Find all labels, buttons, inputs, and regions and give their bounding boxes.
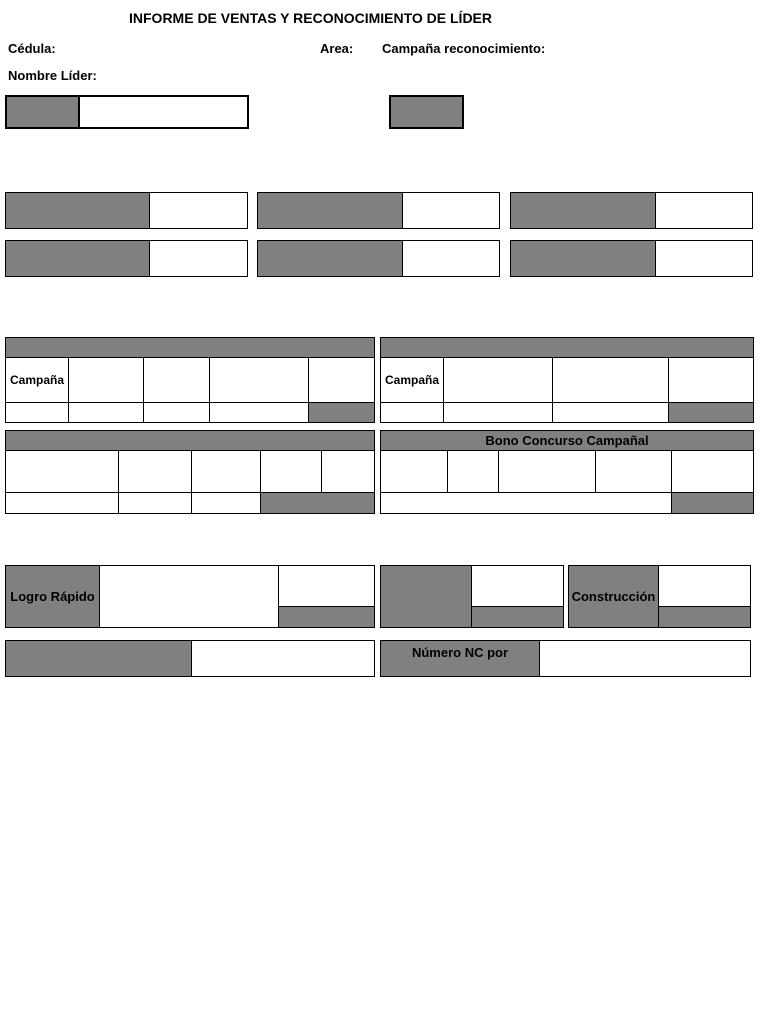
table-cell[interactable] <box>552 402 669 423</box>
table-cell[interactable] <box>380 492 672 514</box>
summary-label-cell <box>257 240 403 277</box>
table-cell[interactable] <box>380 402 444 423</box>
table-header-cell <box>260 450 322 493</box>
campana-reconocimiento-label: Campaña reconocimiento: <box>382 41 546 56</box>
table-header-cell <box>380 450 448 493</box>
summary-value-cell[interactable] <box>655 192 753 229</box>
table-cell[interactable] <box>5 402 69 423</box>
table-cell[interactable] <box>5 492 119 514</box>
table-cell[interactable] <box>143 402 210 423</box>
summary-value-cell[interactable] <box>402 192 500 229</box>
report-title: INFORME DE VENTAS Y RECONOCIMIENTO DE LÍDER <box>129 10 493 26</box>
logro-rapido-upper-cell[interactable] <box>278 565 375 607</box>
table-header-cell <box>443 357 553 403</box>
table-header-cell <box>191 450 261 493</box>
table-header-cell <box>447 450 499 493</box>
middle-total-cell <box>471 606 564 628</box>
table-header-cell <box>209 357 309 403</box>
table-header-cell <box>595 450 672 493</box>
construccion-upper-cell[interactable] <box>658 565 751 607</box>
table-total-cell <box>668 402 754 423</box>
table-cell[interactable] <box>209 402 309 423</box>
logro-rapido-total-cell <box>278 606 375 628</box>
cedula-label: Cédula: <box>8 41 56 56</box>
summary-value-cell[interactable] <box>402 240 500 277</box>
info-field-label-cell <box>5 95 80 129</box>
table-total-cell <box>671 492 754 514</box>
logro-rapido-value[interactable] <box>99 565 279 628</box>
campana-column-header: Campaña <box>380 357 444 403</box>
table-total-cell <box>260 492 375 514</box>
table-header-bar <box>380 337 754 358</box>
numero-nc-label: Número NC por <box>380 640 540 677</box>
table-header-cell <box>118 450 192 493</box>
table-header-cell <box>68 357 144 403</box>
middle-label-cell <box>380 565 472 628</box>
summary-label-cell <box>5 192 150 229</box>
table-header-cell <box>308 357 375 403</box>
table-header-bar <box>5 430 375 451</box>
table-header-cell <box>143 357 210 403</box>
table-header-cell <box>671 450 754 493</box>
info-field-gray-cell <box>389 95 464 129</box>
bono-concurso-header: Bono Concurso Campañal <box>380 430 754 451</box>
summary-value-cell[interactable] <box>149 240 248 277</box>
table-total-cell <box>308 402 375 423</box>
summary-value-cell[interactable] <box>149 192 248 229</box>
table-cell[interactable] <box>68 402 144 423</box>
table-header-cell <box>498 450 596 493</box>
area-label: Area: <box>320 41 354 56</box>
construccion-total-cell <box>658 606 751 628</box>
summary-value-cell[interactable] <box>655 240 753 277</box>
summary-label-cell <box>257 192 403 229</box>
numero-nc-value[interactable] <box>539 640 751 677</box>
table-cell[interactable] <box>191 492 261 514</box>
last-row-label-cell <box>5 640 192 677</box>
campana-column-header: Campaña <box>5 357 69 403</box>
construccion-label: Construcción <box>568 565 659 628</box>
table-header-cell <box>321 450 375 493</box>
info-field-value-cell[interactable] <box>78 95 249 129</box>
table-cell[interactable] <box>118 492 192 514</box>
last-row-value-cell[interactable] <box>191 640 375 677</box>
table-header-cell <box>5 450 119 493</box>
summary-label-cell <box>5 240 150 277</box>
table-header-cell <box>668 357 754 403</box>
table-header-bar <box>5 337 375 358</box>
logro-rapido-label: Logro Rápido <box>5 565 100 628</box>
summary-label-cell <box>510 240 656 277</box>
table-cell[interactable] <box>443 402 553 423</box>
summary-label-cell <box>510 192 656 229</box>
table-header-cell <box>552 357 669 403</box>
nombre-lider-label: Nombre Líder: <box>8 68 97 83</box>
middle-upper-cell[interactable] <box>471 565 564 607</box>
